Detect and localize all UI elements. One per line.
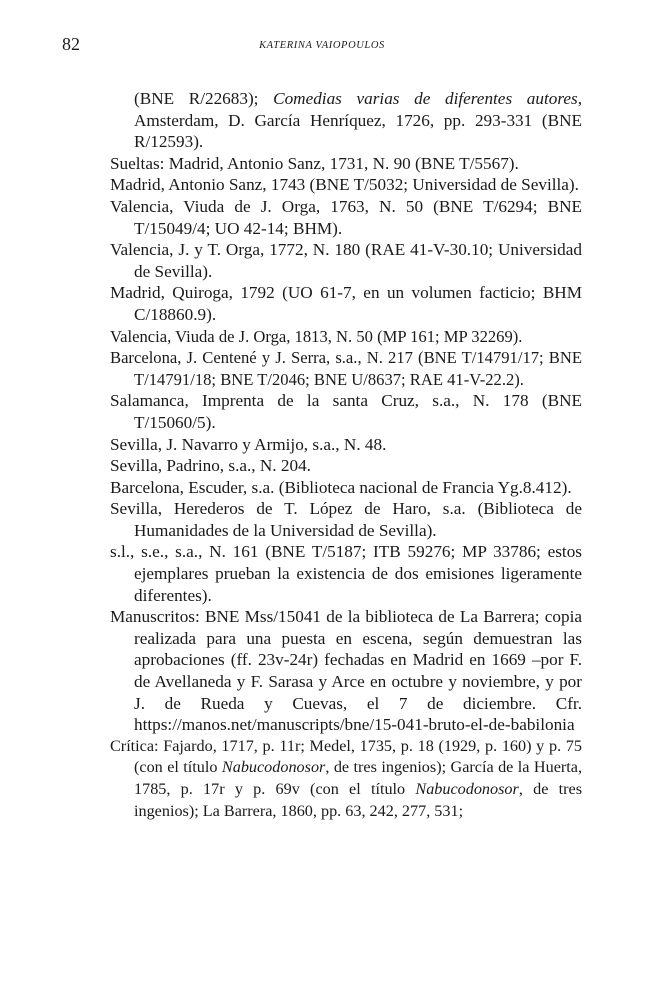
bibliography-entry xyxy=(110,153,582,175)
bibliography-entry xyxy=(110,196,582,239)
entry-title: Nabucodonosor xyxy=(415,780,519,798)
entry-text: Crítica: Fajardo, 1717, p. 11r; Medel, 1735, p. 18 (1929, p. 160) y p. 75 (con el título xyxy=(110,736,582,777)
entry-text: s.l., s.e., s.a., N. 161 (BNE T/5187; ITB 59276; MP 33786; estos ejemplares prueban la existencia de dos emisiones ligeramente diferentes). xyxy=(110,542,582,605)
entry-text: Valencia, J. y T. Orga, 1772, N. 180 (RAE 41-V-30.10; Universidad de Sevilla). xyxy=(110,240,582,281)
page-header xyxy=(62,34,582,56)
bibliography-list xyxy=(110,88,582,822)
entry-text: , de tres ingenios); García de la Huerta, 1785, p. 17r y p. 69v (con el título xyxy=(134,758,582,798)
entry-title: Nabucodonosor xyxy=(221,758,326,777)
bibliography-entry xyxy=(110,174,582,196)
entry-text: Sevilla, Padrino, s.a., N. 204. xyxy=(110,456,311,476)
bibliography-entry xyxy=(110,498,582,541)
entry-text: Madrid, Quiroga, 1792 (UO 61-7, en un volumen facticio; BHM C/18860.9). xyxy=(110,283,582,324)
bibliography-entry xyxy=(110,455,582,477)
bibliography-entry xyxy=(110,606,582,736)
entry-text: Barcelona, Escuder, s.a. (Biblioteca nacional de Francia Yg.8.412). xyxy=(110,477,572,497)
entry-text: Sevilla, Herederos de T. López de Haro, s.a. (Biblioteca de Humanidades de la Universidad de Sevilla). xyxy=(110,499,582,540)
entry-text: Madrid, Antonio Sanz, 1743 (BNE T/5032; Universidad de Sevilla). xyxy=(110,175,579,195)
entry-text: Manuscritos: BNE Mss/15041 de la biblioteca de La Barrera; copia realizada para una puesta en escena, según demuestran las aprobaciones (ff. 23v-24r) fechadas en Madrid en 1669 –por F. de Avellaneda y F. Sarasa y Arce en octubre y noviembre, y por J. de Rueda y Cuevas, el 7 de diciembre. Cfr. https://manos.net/manuscripts/bne/15-041-bruto-el-de-babilonia xyxy=(110,607,582,735)
bibliography-entry xyxy=(110,326,582,348)
entry-text: Valencia, Viuda de J. Orga, 1763, N. 50 (BNE T/6294; BNE T/15049/4; UO 42-14; BHM). xyxy=(110,196,582,238)
bibliography-entry xyxy=(110,88,582,153)
bibliography-entry xyxy=(110,541,582,606)
entry-text: Barcelona, J. Centené y J. Serra, s.a., N. 217 (BNE T/14791/17; BNE T/14791/18; BNE T/2046; BNE U/8637; RAE 41-V-22.2). xyxy=(110,348,582,389)
entry-text: , de tres ingenios); La Barrera, 1860, pp. 63, 242, 277, 531; xyxy=(134,780,582,820)
entry-title: Comedias varias de diferentes autores xyxy=(273,89,578,108)
bibliography-entry xyxy=(110,239,582,282)
bibliography-entry xyxy=(110,282,582,325)
page-number: 82 xyxy=(62,34,80,54)
running-head: KATERINA VAIOPOULOS xyxy=(259,40,385,51)
bibliography-entry xyxy=(110,434,582,456)
entry-text: (BNE R/22683); xyxy=(134,89,274,108)
entry-text: Sevilla, J. Navarro y Armijo, s.a., N. 48. xyxy=(110,434,387,454)
bibliography-entry xyxy=(110,736,582,822)
entry-text: Valencia, Viuda de J. Orga, 1813, N. 50 (MP 161; MP 32269). xyxy=(110,326,523,346)
entry-text: , Amsterdam, D. García Henríquez, 1726, pp. 293-331 (BNE R/12593). xyxy=(134,89,582,152)
entry-text: Salamanca, Imprenta de la santa Cruz, s.a., N. 178 (BNE T/15060/5). xyxy=(110,391,582,432)
entry-text: Sueltas: Madrid, Antonio Sanz, 1731, N. 90 (BNE T/5567). xyxy=(110,153,519,173)
bibliography-entry xyxy=(110,390,582,433)
bibliography-entry xyxy=(110,477,582,499)
bibliography-entry xyxy=(110,347,582,390)
